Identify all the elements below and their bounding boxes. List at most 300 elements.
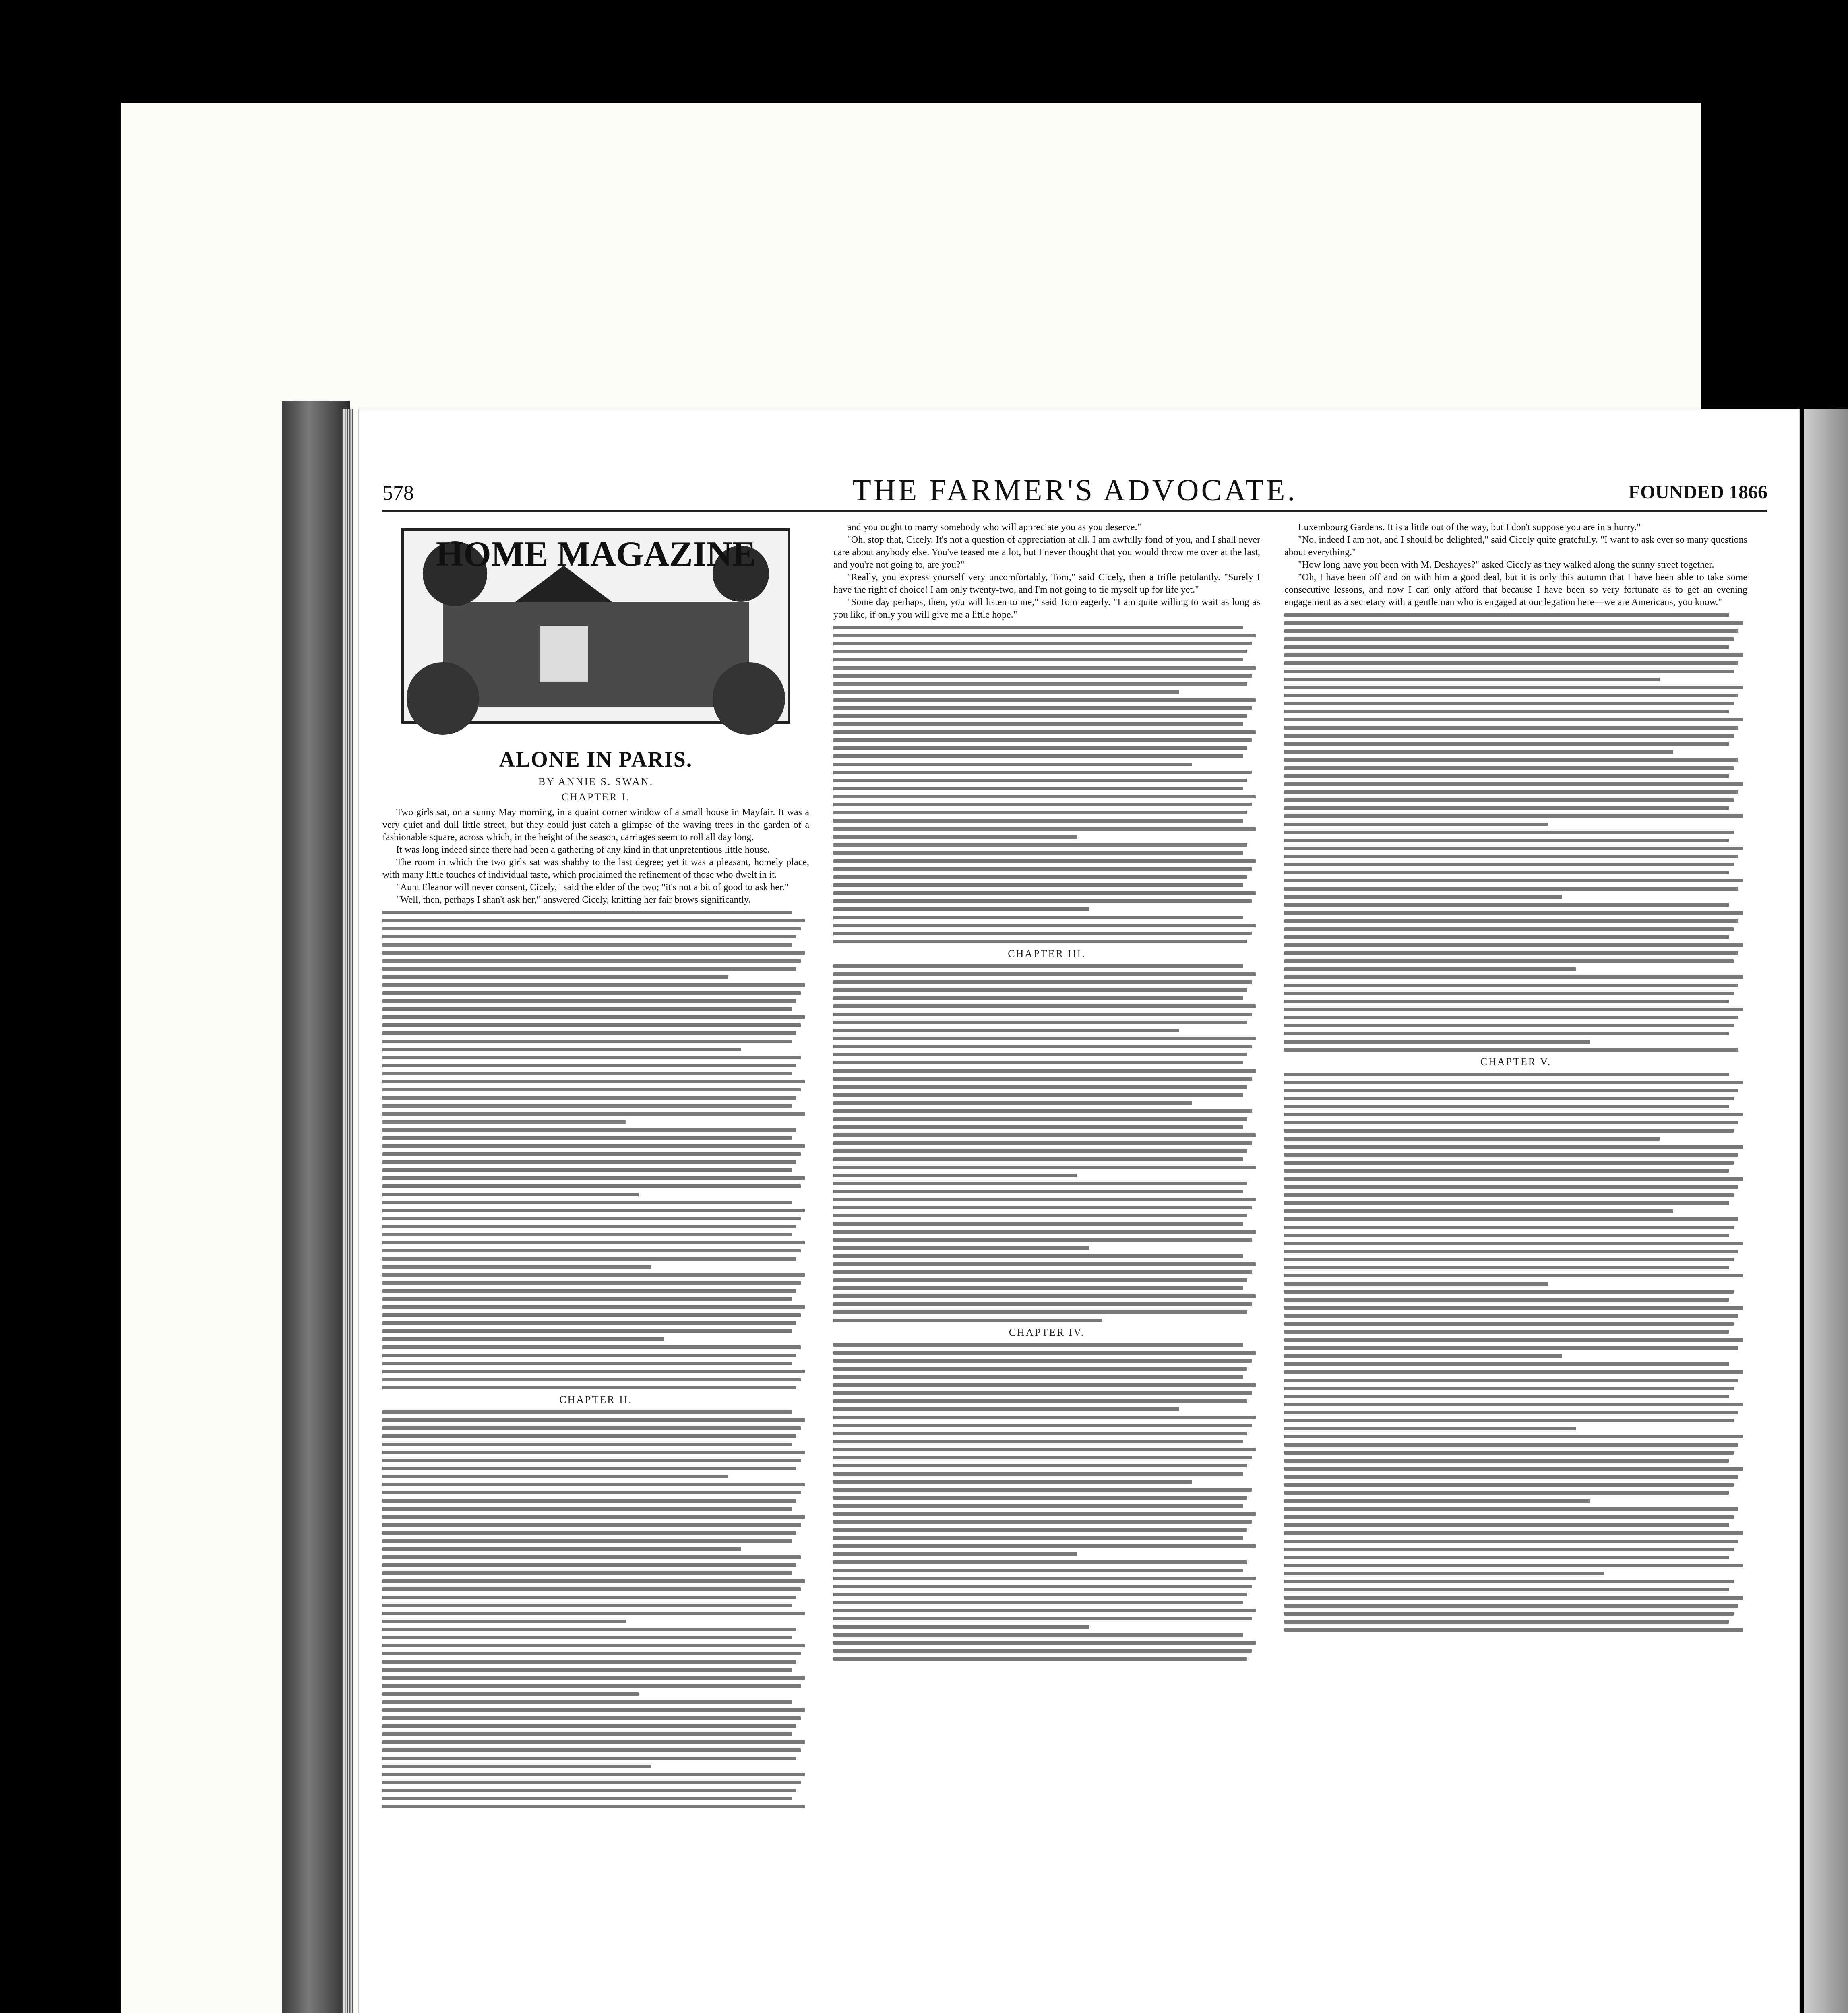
text-line <box>382 1080 805 1083</box>
text-line <box>833 1617 1252 1620</box>
text-line <box>382 1088 801 1091</box>
text-line <box>1284 992 1734 995</box>
text-line <box>1284 1580 1734 1583</box>
column-3 <box>1284 521 1747 1636</box>
text-line <box>833 1601 1243 1604</box>
text-line <box>833 787 1243 790</box>
text-line <box>1284 1169 1729 1173</box>
text-line <box>382 1483 805 1486</box>
text-line <box>1284 879 1743 882</box>
text-line <box>1284 1628 1743 1632</box>
text-line <box>1284 1620 1729 1624</box>
text-line <box>382 975 728 979</box>
text-line <box>382 1056 801 1059</box>
text-line <box>833 1190 1243 1193</box>
text-line <box>382 1732 792 1736</box>
text-line <box>382 1773 805 1776</box>
text-line <box>382 1329 792 1333</box>
text-line <box>382 1523 801 1527</box>
text-line <box>1284 750 1673 754</box>
text-line <box>1284 1258 1734 1261</box>
text-line <box>1284 831 1734 834</box>
text-line <box>833 1254 1243 1258</box>
text-line <box>382 1410 792 1414</box>
text-line <box>1284 1040 1590 1044</box>
text-line <box>1284 1483 1734 1487</box>
text-line <box>1284 871 1729 874</box>
text-line <box>382 999 796 1003</box>
text-line <box>833 1536 1243 1540</box>
text-line <box>1284 855 1738 858</box>
chapter-heading: CHAPTER II. <box>559 1394 633 1405</box>
text-line <box>833 891 1256 895</box>
text-line <box>833 1286 1243 1290</box>
text-line <box>382 1072 792 1075</box>
text-line <box>1284 1089 1738 1092</box>
text-line <box>1284 1217 1738 1221</box>
text-line <box>1284 1411 1738 1414</box>
text-line <box>833 859 1256 863</box>
text-line <box>382 1426 801 1430</box>
text-line <box>833 1214 1247 1217</box>
text-line <box>382 1587 801 1591</box>
text-line <box>382 1040 792 1043</box>
text-line <box>382 1467 796 1470</box>
text-line <box>382 1781 801 1784</box>
text-line <box>382 1628 796 1631</box>
text-line <box>1284 1129 1734 1133</box>
running-head <box>382 469 1767 505</box>
text-line <box>382 1459 801 1462</box>
text-line <box>833 722 1243 726</box>
text-line <box>833 1061 1243 1064</box>
text-line <box>382 1345 801 1349</box>
text-line <box>1284 1354 1562 1358</box>
text-line <box>833 867 1252 871</box>
body-text-lines <box>1284 1073 1747 1632</box>
text-line <box>382 1265 651 1269</box>
text-line <box>382 1708 805 1712</box>
text-line <box>382 1184 801 1188</box>
paragraph: "Well, then, perhaps I shan't ask her," answered Cicely, knitting her fair brows significantly. <box>396 895 751 905</box>
text-line <box>382 1096 796 1100</box>
text-line <box>1284 984 1738 987</box>
text-line <box>833 1149 1247 1153</box>
text-line <box>1284 1370 1743 1374</box>
text-line <box>382 1273 805 1277</box>
text-line <box>382 1612 805 1615</box>
text-line <box>833 1238 1252 1242</box>
column-2 <box>833 521 1260 1665</box>
text-line <box>382 1313 801 1317</box>
text-line <box>833 803 1252 806</box>
chapter-heading: CHAPTER III. <box>1008 948 1086 959</box>
text-line <box>1284 1153 1738 1157</box>
text-line <box>382 1668 792 1672</box>
text-line <box>833 996 1243 1000</box>
text-line <box>1284 734 1734 738</box>
text-line <box>833 1391 1252 1395</box>
text-line <box>1284 847 1743 850</box>
text-line <box>833 1069 1256 1073</box>
text-line <box>833 1512 1256 1516</box>
text-line <box>833 1198 1256 1201</box>
journal-title: THE FARMER'S ADVOCATE. <box>852 473 1298 507</box>
text-line <box>1284 645 1729 649</box>
text-line <box>382 1281 801 1285</box>
text-line <box>1284 758 1738 762</box>
text-line <box>833 738 1252 742</box>
text-line <box>833 988 1247 992</box>
text-line <box>1284 1282 1548 1286</box>
text-line <box>382 1789 796 1792</box>
text-line <box>833 1577 1256 1580</box>
text-line <box>1284 661 1738 665</box>
paragraph: "Some day perhaps, then, you will listen to me," said Tom eagerly. "I am quite willing to wait as long as you like, if only you will give me a little hope." <box>833 597 1260 620</box>
text-line <box>1284 1250 1738 1253</box>
text-line <box>1284 1298 1729 1302</box>
text-line <box>382 1152 801 1156</box>
text-line <box>1284 1008 1743 1011</box>
paragraph: and you ought to marry somebody who will appreciate you as you deserve." <box>847 522 1141 533</box>
text-line <box>382 1104 792 1108</box>
text-line <box>382 911 792 914</box>
text-line <box>833 1246 1089 1250</box>
text-line <box>833 1440 1243 1443</box>
body-text-lines <box>382 911 809 1389</box>
text-line <box>833 634 1256 637</box>
text-line <box>833 851 1243 855</box>
text-line <box>1284 1177 1743 1181</box>
text-line <box>382 1362 792 1365</box>
text-line <box>833 754 1243 758</box>
chapter-heading: CHAPTER I. <box>561 791 630 803</box>
text-line <box>382 959 801 963</box>
text-line <box>833 1641 1256 1645</box>
text-line <box>382 1724 796 1728</box>
text-line <box>833 1496 1247 1500</box>
text-line <box>382 1716 801 1720</box>
text-line <box>833 779 1247 782</box>
text-line <box>382 1015 805 1019</box>
text-line <box>1284 1081 1743 1084</box>
text-line <box>382 1337 664 1341</box>
text-line <box>1284 678 1660 681</box>
text-line <box>833 1375 1243 1379</box>
text-line <box>1284 1459 1729 1463</box>
text-line <box>1284 1073 1729 1076</box>
text-line <box>382 1031 796 1035</box>
text-line <box>833 1093 1243 1097</box>
text-line <box>1284 1419 1734 1422</box>
scan-border-top <box>0 0 1701 105</box>
text-line <box>833 763 1192 766</box>
text-line <box>1284 1387 1734 1390</box>
text-line <box>382 1023 801 1027</box>
text-line <box>1284 1475 1738 1479</box>
body-text-lines <box>1284 613 1747 1052</box>
text-line <box>1284 1266 1729 1269</box>
text-line <box>382 1321 796 1325</box>
text-line <box>833 1013 1252 1016</box>
text-line <box>1284 1612 1734 1616</box>
text-line <box>833 875 1247 879</box>
text-line <box>833 980 1252 984</box>
text-line <box>833 1037 1256 1040</box>
text-line <box>833 1585 1252 1588</box>
text-line <box>1284 718 1743 721</box>
paragraph: "Really, you express yourself very uncomfortably, Tom," said Cicely, then a trifle petulantly. "Surely I have the right of choice! I am only twenty-two, and I'm not going to tie myself up for life yet." <box>833 572 1260 595</box>
text-line <box>382 1757 796 1760</box>
text-line <box>1284 975 1743 979</box>
text-line <box>1284 1523 1729 1527</box>
text-line <box>1284 911 1743 915</box>
text-line <box>833 1351 1256 1355</box>
text-line <box>833 1182 1247 1185</box>
text-line <box>833 795 1256 798</box>
story-title: ALONE IN PARIS. <box>499 747 693 771</box>
text-line <box>382 927 801 930</box>
text-line <box>382 1193 639 1196</box>
text-line <box>1284 1515 1734 1519</box>
text-line <box>833 1625 1089 1629</box>
paragraph: Two girls sat, on a sunny May morning, in a quaint corner window of a small house in Mayfair. It was a very quiet and dull little street, but they could just catch a glimpse of the waving trees in the garden of a fashionable square, across which, in the height of the season, carriages seem to roll all day long. <box>382 807 809 843</box>
text-line <box>833 1077 1252 1081</box>
text-line <box>382 1547 741 1551</box>
text-line <box>1284 951 1738 955</box>
text-line <box>1284 1032 1729 1035</box>
text-line <box>1284 1048 1738 1052</box>
text-line <box>1284 1185 1738 1189</box>
text-line <box>1284 782 1743 786</box>
text-line <box>1284 742 1729 746</box>
chapter-heading: CHAPTER V. <box>1480 1056 1552 1068</box>
text-line <box>382 1007 792 1011</box>
text-line <box>1284 935 1729 939</box>
text-line <box>1284 1604 1738 1608</box>
text-line <box>382 1644 805 1647</box>
page-edges <box>342 409 353 2013</box>
text-line <box>382 919 805 922</box>
book-page <box>358 409 1800 2013</box>
text-line <box>1284 798 1734 802</box>
text-line <box>833 1166 1256 1169</box>
text-line <box>1284 1113 1743 1116</box>
text-line <box>833 843 1247 847</box>
text-line <box>382 1418 805 1422</box>
text-line <box>833 1432 1247 1435</box>
text-line <box>833 1157 1243 1161</box>
text-line <box>833 924 1256 927</box>
text-line <box>382 1451 805 1454</box>
text-line <box>833 1125 1243 1129</box>
banner-title: HOME MAGAZINE <box>436 535 756 574</box>
text-line <box>1284 863 1734 866</box>
text-line <box>833 690 1179 694</box>
text-line <box>833 1045 1252 1048</box>
text-line <box>1284 919 1738 923</box>
text-line <box>1284 806 1729 810</box>
text-line <box>382 1176 805 1180</box>
text-line <box>833 1504 1243 1508</box>
text-line <box>1284 766 1734 770</box>
text-line <box>833 1407 1179 1411</box>
text-line <box>382 1064 796 1067</box>
text-line <box>1284 887 1738 891</box>
text-line <box>1284 814 1743 818</box>
text-line <box>833 1520 1252 1524</box>
text-line <box>1284 774 1729 778</box>
text-line <box>382 1120 626 1124</box>
text-line <box>833 940 1247 943</box>
text-line <box>1284 1137 1660 1141</box>
text-line <box>1284 726 1738 730</box>
paragraph: "Oh, stop that, Cicely. It's not a question of appreciation at all. I am awfully fond of you, and I shall never care about anybody else. You've teased me a lot, but I never thought that you would throw me over at the last, and you're not going to, are you?" <box>833 535 1260 570</box>
text-line <box>1284 1499 1590 1503</box>
paragraph: "Aunt Eleanor will never consent, Cicely," said the elder of the two; "it's not a bit of good to ask her." <box>396 882 789 893</box>
text-line <box>1284 1491 1729 1495</box>
home-magazine-banner <box>395 521 797 731</box>
text-line <box>833 746 1247 750</box>
chapter-heading: CHAPTER IV. <box>1009 1327 1085 1338</box>
text-line <box>1284 1161 1734 1165</box>
text-line <box>833 771 1252 774</box>
text-line <box>382 1386 796 1389</box>
text-line <box>833 1367 1247 1371</box>
text-line <box>382 991 801 995</box>
text-line <box>382 1048 741 1051</box>
text-line <box>382 1249 801 1252</box>
paragraph: It was long indeed since there had been a gathering of any kind in that unpretentious little house. <box>396 845 770 855</box>
text-line <box>1284 1234 1729 1237</box>
text-line <box>1284 1346 1738 1350</box>
header-rule <box>382 510 1767 512</box>
text-line <box>1284 1507 1738 1511</box>
text-line <box>382 1443 792 1446</box>
text-line <box>833 682 1247 686</box>
paragraph: "How long have you been with M. Deshayes?" asked Cicely as they walked along the sunny street together. <box>1298 560 1714 570</box>
text-line <box>833 1278 1247 1282</box>
text-line <box>1284 621 1743 625</box>
text-line <box>833 1488 1252 1492</box>
text-line <box>382 1740 805 1744</box>
text-line <box>382 1515 805 1519</box>
text-line <box>1284 1443 1738 1447</box>
text-line <box>833 1343 1243 1347</box>
text-line <box>1284 613 1729 617</box>
text-line <box>382 1499 796 1503</box>
text-line <box>833 1117 1247 1121</box>
text-line <box>833 1206 1252 1209</box>
text-line <box>382 1370 805 1373</box>
text-line <box>1284 1242 1743 1245</box>
text-line <box>382 1257 796 1261</box>
text-line <box>1284 967 1576 971</box>
text-line <box>382 1225 796 1228</box>
text-line <box>833 1085 1247 1089</box>
body-text-lines <box>833 964 1260 1322</box>
text-line <box>382 1531 796 1535</box>
text-line <box>1284 1105 1729 1108</box>
text-line <box>382 1797 792 1800</box>
text-line <box>382 1555 801 1559</box>
text-line <box>1284 629 1738 633</box>
text-line <box>382 1128 796 1132</box>
text-line <box>1284 1121 1738 1124</box>
text-line <box>382 1354 796 1357</box>
text-line <box>1284 903 1729 907</box>
microfilm-frame <box>121 103 1767 2013</box>
text-line <box>1284 1145 1743 1149</box>
text-line <box>1284 790 1738 794</box>
text-line <box>833 1101 1192 1105</box>
text-line <box>833 1464 1247 1467</box>
text-line <box>382 1652 801 1655</box>
text-line <box>1284 895 1562 899</box>
text-line <box>1284 1322 1734 1326</box>
text-line <box>382 967 796 971</box>
text-line <box>833 1270 1252 1274</box>
text-line <box>1284 1379 1738 1382</box>
text-line <box>382 1136 792 1140</box>
text-line <box>833 1262 1256 1266</box>
text-line <box>382 1636 792 1639</box>
text-line <box>382 1805 805 1808</box>
text-line <box>1284 1306 1743 1310</box>
text-line <box>833 1424 1252 1427</box>
text-line <box>1284 1024 1734 1027</box>
text-line <box>833 1310 1247 1314</box>
text-line <box>1284 653 1743 657</box>
binding-edge <box>1804 409 1848 2013</box>
text-line <box>1284 1314 1738 1318</box>
text-line <box>382 1700 792 1704</box>
body-text-lines <box>382 1410 809 1808</box>
text-line <box>833 1593 1247 1596</box>
text-line <box>382 1378 801 1381</box>
text-line <box>1284 1338 1743 1342</box>
text-line <box>833 1359 1252 1363</box>
text-line <box>833 1649 1252 1653</box>
text-line <box>833 626 1243 629</box>
text-line <box>1284 1362 1729 1366</box>
text-line <box>382 1289 796 1293</box>
text-line <box>382 951 805 955</box>
text-line <box>1284 927 1734 931</box>
text-line <box>833 811 1247 814</box>
text-line <box>382 1112 805 1116</box>
text-line <box>382 1491 801 1494</box>
text-line <box>382 1507 792 1511</box>
text-line <box>1284 1540 1738 1543</box>
text-line <box>1284 1226 1734 1229</box>
text-line <box>382 1160 796 1164</box>
text-line <box>833 666 1256 670</box>
text-line <box>833 1141 1252 1145</box>
column-1 <box>382 521 809 1813</box>
text-line <box>382 1209 805 1212</box>
text-line <box>833 883 1243 887</box>
text-line <box>833 650 1247 653</box>
text-line <box>833 1133 1256 1137</box>
text-line <box>382 1144 805 1148</box>
body-text-lines <box>833 626 1260 943</box>
byline: BY ANNIE S. SWAN. <box>538 776 654 787</box>
text-line <box>833 1004 1256 1008</box>
text-line <box>1284 839 1729 842</box>
text-line <box>833 1109 1252 1113</box>
text-line <box>382 1684 801 1688</box>
